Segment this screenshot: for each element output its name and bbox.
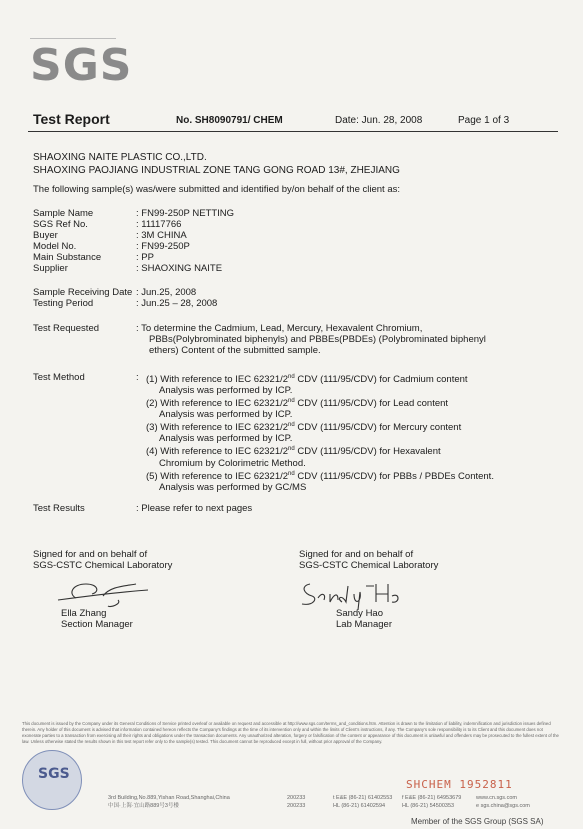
signatory-left bbox=[61, 608, 133, 630]
test-requested-line: ethers) Content of the submitted sample. bbox=[149, 345, 321, 356]
test-requested-line: : To determine the Cadmium, Lead, Mercury, Hexavalent Chromium, bbox=[136, 323, 423, 334]
method-item-detail: Chromium by Colorimetric Method. bbox=[159, 457, 306, 469]
method-item: (3) With reference to IEC 62321/2nd CDV (111/95/CDV) for Mercury content bbox=[146, 422, 462, 434]
signatory-title: Lab Manager bbox=[336, 619, 392, 630]
sample-value: : FN99-250P bbox=[136, 241, 190, 252]
method-item: (1) With reference to IEC 62321/2nd CDV (111/95/CDV) for Cadmium content bbox=[146, 374, 468, 386]
header-rule bbox=[28, 131, 558, 132]
report-number: No. SH8090791/ CHEM bbox=[176, 115, 283, 126]
sgs-logo: SGS bbox=[30, 40, 133, 91]
signature-block-left bbox=[33, 549, 172, 571]
sample-value: : PP bbox=[136, 252, 154, 263]
signatory-name: Ella Zhang bbox=[61, 608, 107, 619]
sample-value: : FN99-250P NETTING bbox=[136, 208, 235, 219]
sample-value: : SHAOXING NAITE bbox=[136, 263, 223, 274]
fax-number: f E&E (86-21) 64953679 bbox=[402, 795, 462, 801]
signature-block-right bbox=[299, 549, 438, 571]
signatory-name: Sandy Hao bbox=[336, 608, 384, 619]
address-en: 3rd Building,No.889,Yishan Road,Shanghai,China bbox=[108, 795, 230, 801]
signature-lab: SGS-CSTC Chemical Laboratory bbox=[33, 560, 173, 571]
method-item: (4) With reference to IEC 62321/2nd CDV (111/95/CDV) for Hexavalent bbox=[146, 446, 441, 458]
member-note: Member of the SGS Group (SGS SA) bbox=[411, 817, 544, 826]
method-item-detail: Analysis was performed by ICP. bbox=[159, 409, 293, 421]
fax-block bbox=[402, 794, 461, 810]
report-title: Test Report bbox=[33, 111, 110, 127]
report-date: Date: Jun. 28, 2008 bbox=[335, 115, 423, 126]
signature-caption: Signed for and on behalf of bbox=[299, 549, 414, 560]
website: www.cn.sgs.com bbox=[476, 795, 517, 801]
logo-rule bbox=[30, 38, 116, 39]
signatory-title: Section Manager bbox=[61, 619, 133, 630]
zip-code: 200233 bbox=[287, 795, 306, 801]
stamp-logo: SGS bbox=[38, 766, 70, 782]
test-requested-value bbox=[136, 323, 546, 356]
tel-number: HL (86-21) 61402594 bbox=[333, 803, 386, 809]
test-method-list bbox=[146, 372, 546, 493]
date-value: : Jun.25 – 28, 2008 bbox=[136, 298, 218, 309]
test-results-label: Test Results bbox=[33, 503, 85, 514]
web-block bbox=[476, 794, 530, 810]
zip-block bbox=[287, 794, 305, 810]
legal-disclaimer: This document is issued by the Company under its General Conditions of Service printed overleaf or available on request and accessible at http://www.sgs.com/terms_and_conditions.htm. Attention is drawn to the limitation of liability, indemnification and jurisdiction issues defined therein. Any holder of this document is advised that information contained hereon reflects the Company's findings at the time of its intervention only and within the limits of Client's instructions, if any. The Company's sole responsibility is to its Client and this document does not exonerate parties to a transaction from exercising all their rights and obligations under the transaction documents. Any unauthorized alteration, forgery or falsification of the content or appearance of this document is unlawful and offenders may be prosecuted to the fullest extent of the law. Unless otherwise stated the results shown in this test report refer only to the sample(s) tested. This document cannot be reproduced except in full, without prior approval of the Company. bbox=[22, 721, 559, 744]
page-number: Page 1 of 3 bbox=[458, 115, 510, 126]
signatory-right bbox=[336, 608, 392, 630]
email: e sgs.china@sgs.com bbox=[476, 803, 530, 809]
date-value: : Jun.25, 2008 bbox=[136, 287, 197, 298]
test-results-value: : Please refer to next pages bbox=[136, 503, 253, 514]
address-cn: 中国·上海·宜山路889号3号楼 bbox=[108, 803, 179, 809]
client-intro: The following sample(s) was/were submitted and identified by/on behalf of the client as: bbox=[33, 184, 401, 195]
test-method-colon: : bbox=[136, 372, 139, 383]
method-item: (5) With reference to IEC 62321/2nd CDV (111/95/CDV) for PBBs / PBDEs Content. bbox=[146, 470, 494, 482]
method-item-detail: Analysis was performed by ICP. bbox=[159, 433, 293, 445]
sample-value: : 11117766 bbox=[136, 219, 182, 230]
method-item: (2) With reference to IEC 62321/2nd CDV (111/95/CDV) for Lead content bbox=[146, 398, 449, 410]
method-item-detail: Analysis was performed by GC/MS bbox=[159, 481, 307, 493]
sample-label: Buyer bbox=[33, 230, 58, 241]
sample-label: Supplier bbox=[33, 263, 68, 274]
test-requested-line: PBBs(Polybrominated biphenyls) and PBBEs(PBDEs) (Polybrominated biphenyl bbox=[149, 334, 486, 345]
fax-number: HL (86-21) 54500353 bbox=[402, 803, 455, 809]
sample-label: SGS Ref No. bbox=[33, 219, 88, 230]
method-item-detail: Analysis was performed by ICP. bbox=[159, 385, 293, 397]
zip-code: 200233 bbox=[287, 803, 306, 809]
date-label: Testing Period bbox=[33, 298, 94, 309]
date-label: Sample Receiving Date bbox=[33, 287, 133, 298]
test-method-label: Test Method bbox=[33, 372, 85, 383]
test-requested-label: Test Requested bbox=[33, 323, 100, 334]
signature-sandy-hao bbox=[296, 576, 406, 610]
serial-number: SHCHEM 1952811 bbox=[406, 778, 513, 791]
signature-lab: SGS-CSTC Chemical Laboratory bbox=[299, 560, 439, 571]
sample-label: Model No. bbox=[33, 241, 77, 252]
tel-number: t E&E (86-21) 61402553 bbox=[333, 795, 393, 801]
sample-label: Main Substance bbox=[33, 252, 102, 263]
tel-block bbox=[333, 794, 392, 810]
sample-value: : 3M CHINA bbox=[136, 230, 187, 241]
client-address: SHAOXING PAOJIANG INDUSTRIAL ZONE TANG GONG ROAD 13#, ZHEJIANG bbox=[33, 165, 400, 176]
signature-ella-zhang bbox=[48, 576, 158, 610]
address-block bbox=[108, 794, 258, 810]
signature-caption: Signed for and on behalf of bbox=[33, 549, 148, 560]
sample-label: Sample Name bbox=[33, 208, 94, 219]
client-name: SHAOXING NAITE PLASTIC CO.,LTD. bbox=[33, 152, 207, 163]
